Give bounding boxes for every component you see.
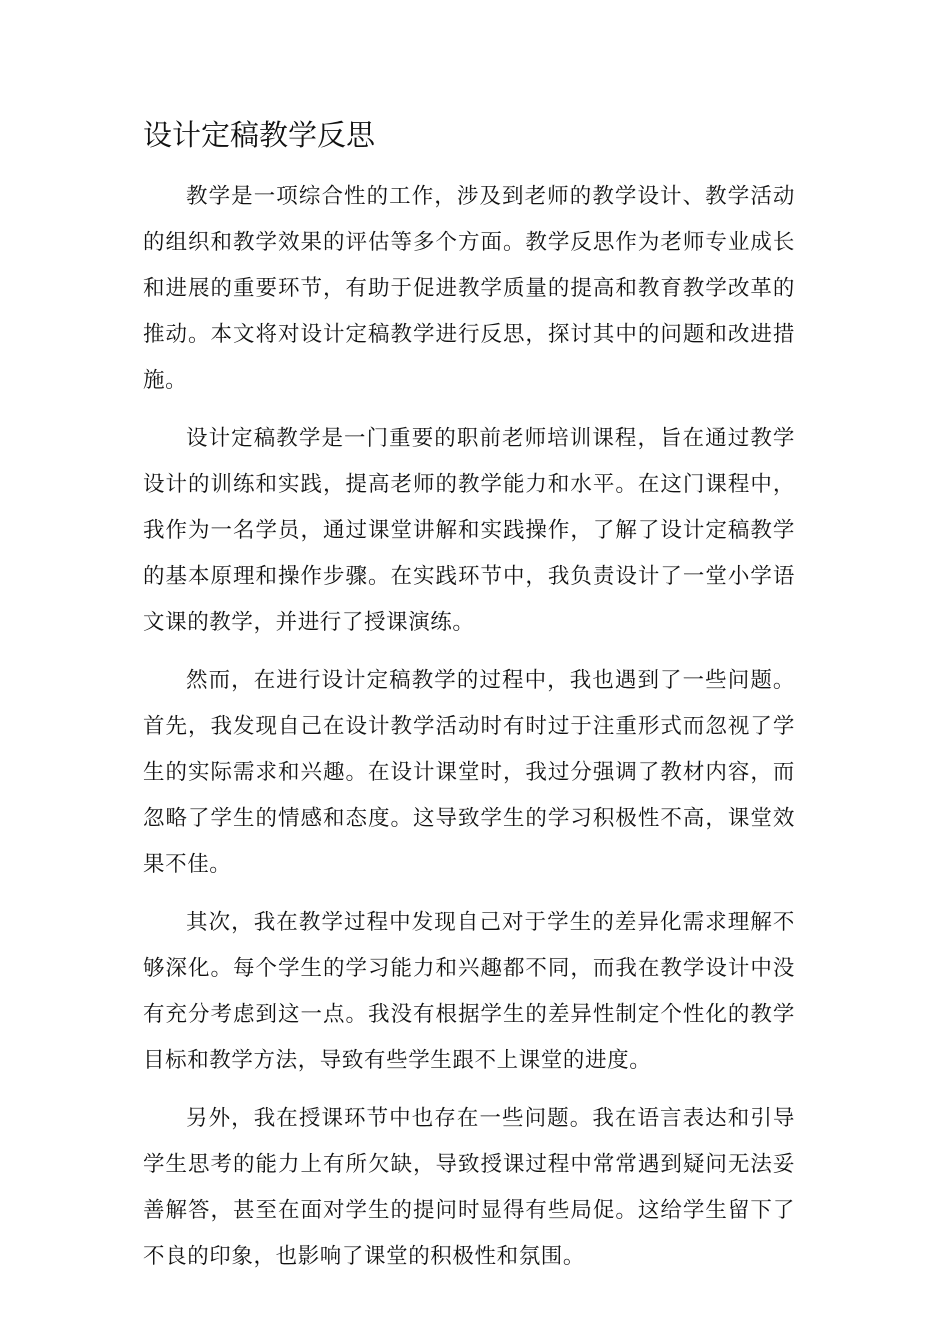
paragraph-problem-first: 然而，在进行设计定稿教学的过程中，我也遇到了一些问题。首先，我发现自己在设计教学活动时有时过于注重形式而忽视了学生的实际需求和兴趣。在设计课堂时，我过分强调了教材内容，而忽略了学生的情感和态度。这导致学生的学习积极性不高，课堂效果不佳。 xyxy=(143,668,795,877)
paragraph-intro: 教学是一项综合性的工作，涉及到老师的教学设计、教学活动的组织和教学效果的评估等多个方面。教学反思作为老师专业成长和进展的重要环节，有助于促进教学质量的提高和教育教学改革的推动。本文将对设计定稿教学进行反思，探讨其中的问题和改进措施。 xyxy=(143,184,795,393)
paragraph-problem-third: 另外，我在授课环节中也存在一些问题。我在语言表达和引导学生思考的能力上有所欠缺，导致授课过程中常常遇到疑问无法妥善解答，甚至在面对学生的提问时显得有些局促。这给学生留下了不良的印象，也影响了课堂的积极性和氛围。 xyxy=(143,1106,795,1269)
document-title: 设计定稿教学反思 xyxy=(143,118,376,152)
paragraph-problem-second: 其次，我在教学过程中发现自己对于学生的差异化需求理解不够深化。每个学生的学习能力和兴趣都不同，而我在教学设计中没有充分考虑到这一点。我没有根据学生的差异性制定个性化的教学目标和教学方法，导致有些学生跟不上课堂的进度。 xyxy=(143,910,795,1073)
paragraph-course-overview: 设计定稿教学是一门重要的职前老师培训课程，旨在通过教学设计的训练和实践，提高老师的教学能力和水平。在这门课程中，我作为一名学员，通过课堂讲解和实践操作，了解了设计定稿教学的基本原理和操作步骤。在实践环节中，我负责设计了一堂小学语文课的教学，并进行了授课演练。 xyxy=(143,426,795,635)
document-body xyxy=(143,110,795,1292)
